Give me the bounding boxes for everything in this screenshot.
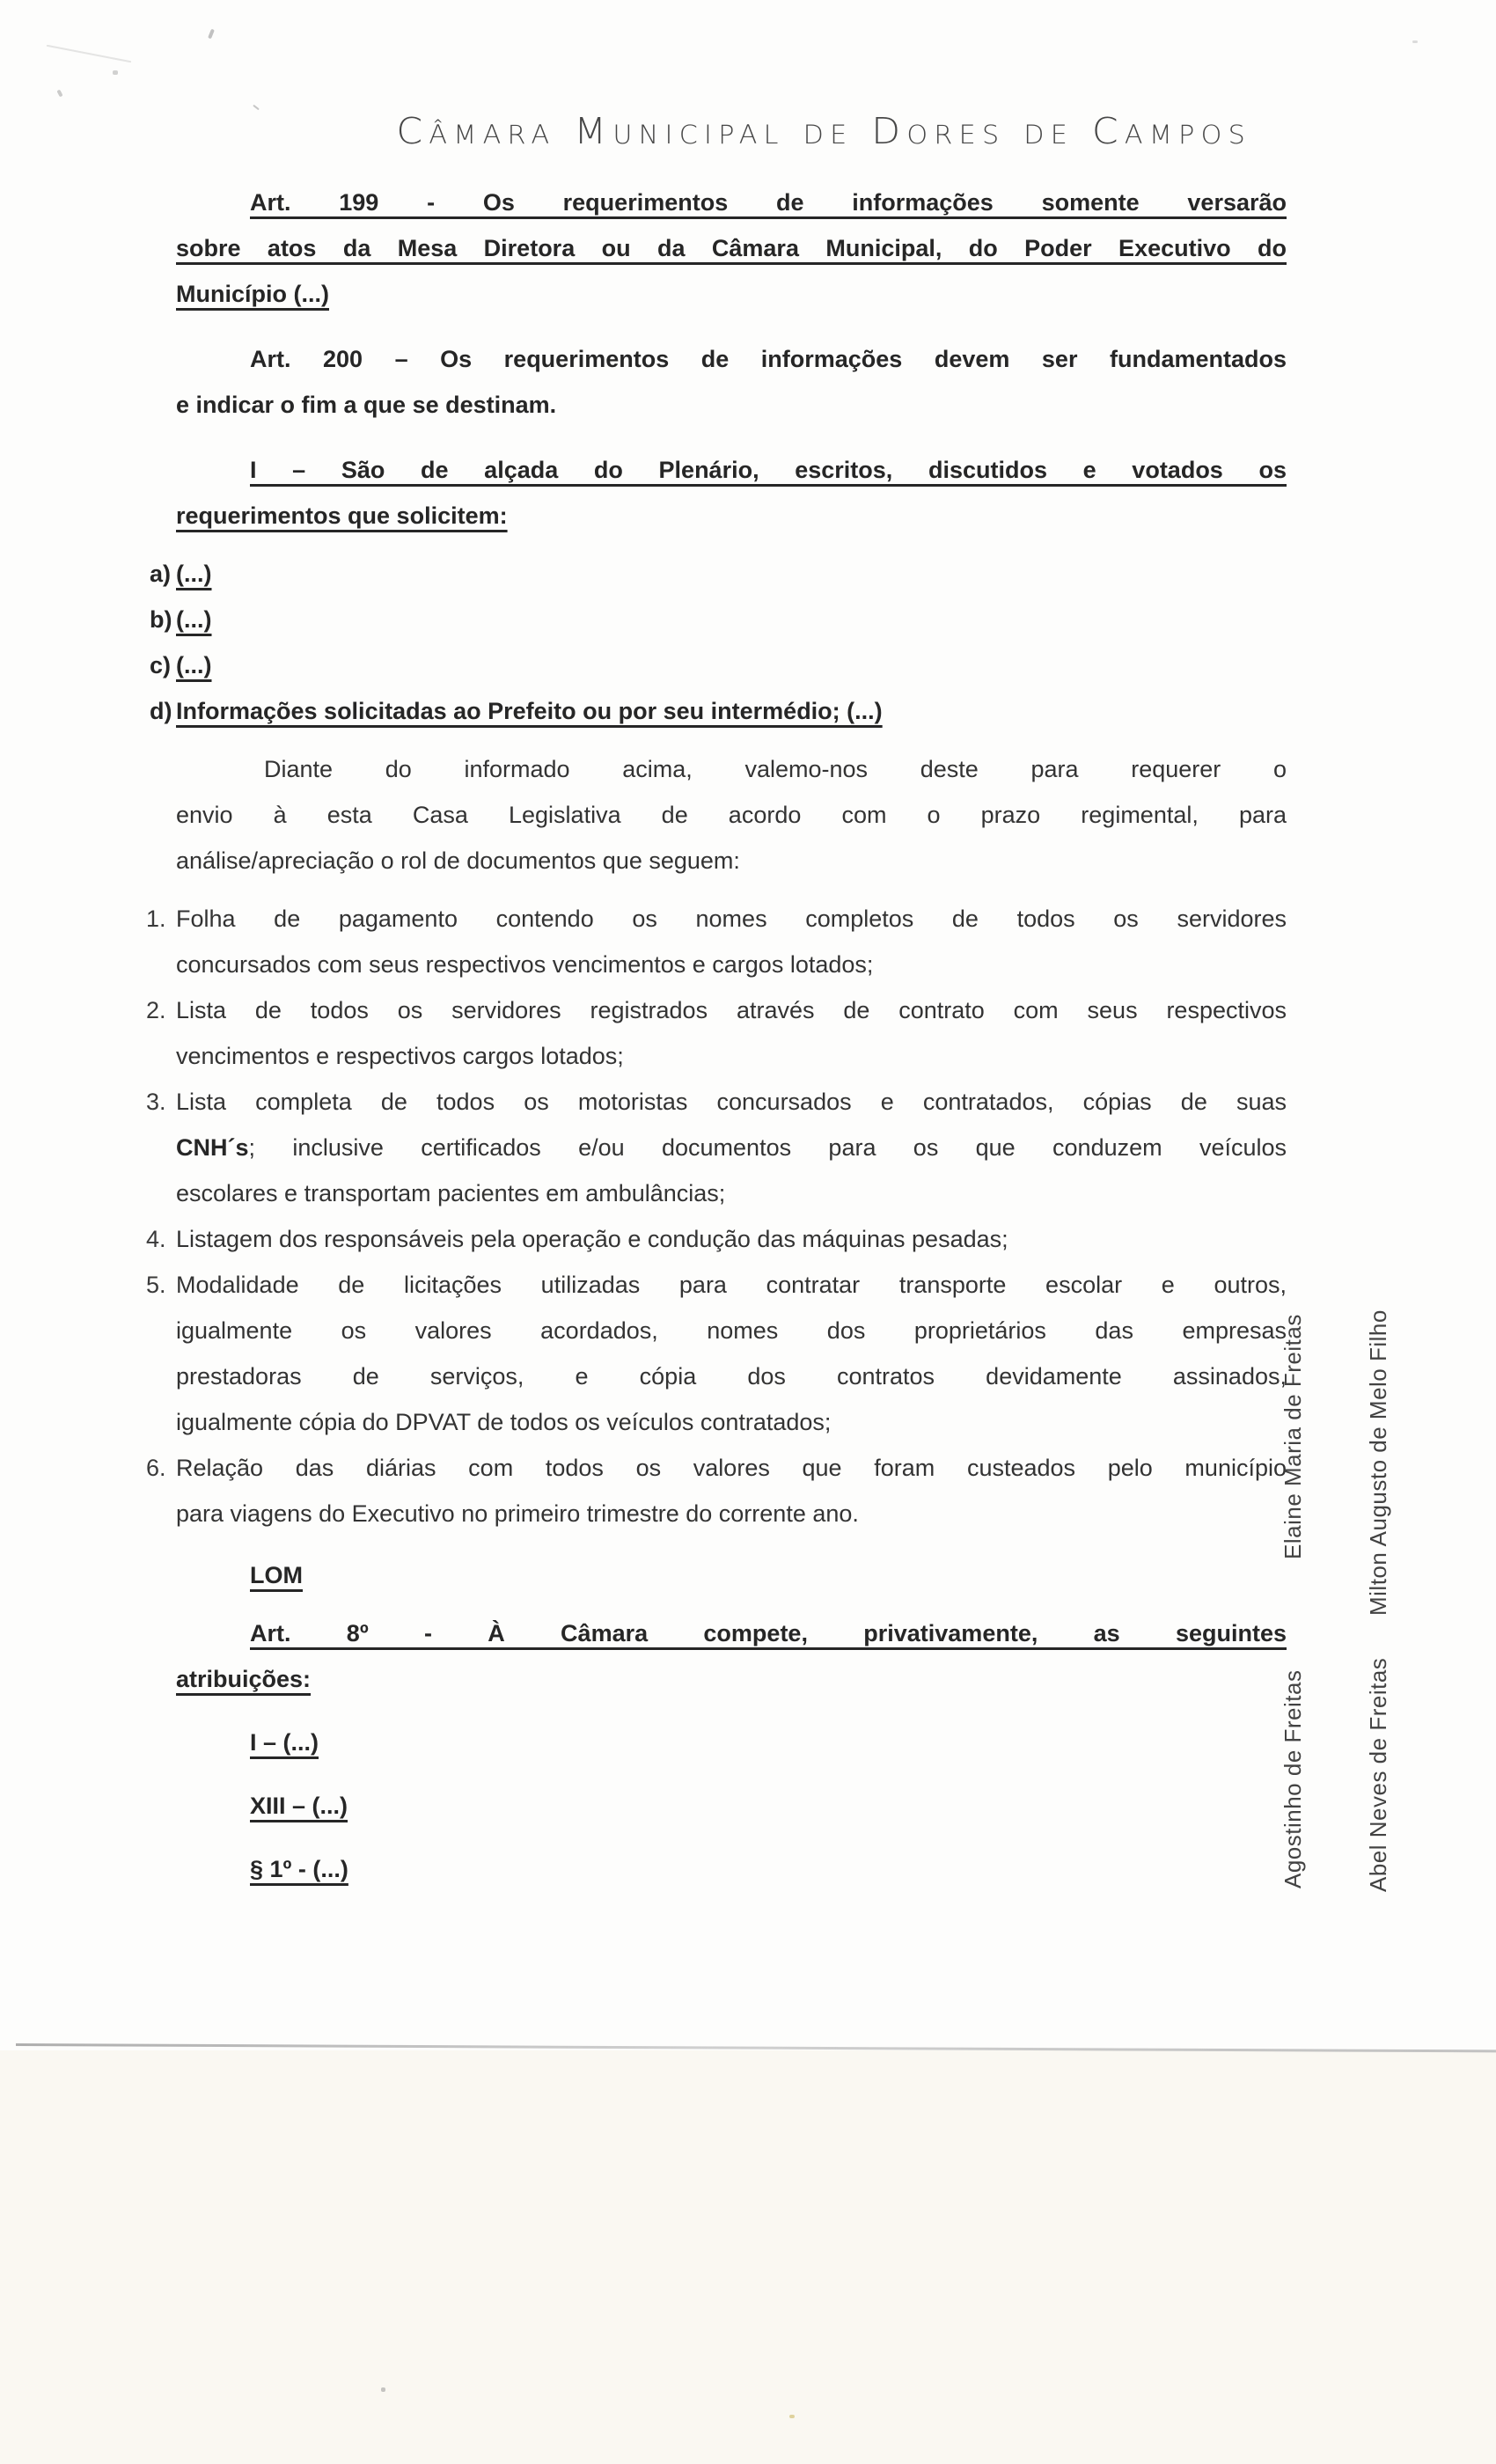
list-marker: 3.	[146, 1089, 166, 1115]
signature-name: Elaine Maria de Freitas	[1280, 1314, 1306, 1559]
lom-inciso	[176, 1783, 1287, 1829]
list-marker: 2.	[146, 997, 166, 1023]
list-marker: 4.	[146, 1226, 166, 1252]
lom-inciso	[176, 1720, 1287, 1765]
letterhead-title: Câmara Municipal de Dores de Campos	[396, 110, 1251, 152]
document-body	[146, 0, 1287, 1892]
paragraph-line: igualmente cópia do DPVAT de todos os veículos contratados;	[176, 1409, 832, 1435]
numbered-item	[146, 896, 1287, 987]
paragraph-line: Município (...)	[176, 281, 329, 307]
numbered-list	[146, 896, 1287, 1536]
list-marker: d)	[150, 698, 172, 724]
paragraph-art-199	[176, 180, 1287, 317]
lom-inciso-text: XIII – (...)	[250, 1793, 348, 1819]
list-item-text: Informações solicitadas ao Prefeito ou por seu intermédio; (...)	[176, 698, 883, 724]
list-marker: b)	[150, 606, 172, 633]
paragraph-line: Art. 200 – Os requerimentos de informações devem ser fundamentados	[250, 346, 1287, 372]
list-marker: c)	[150, 652, 172, 678]
signature-name: Milton Augusto de Melo Filho	[1365, 1309, 1391, 1616]
list-item-text: (...)	[176, 606, 212, 633]
numbered-item	[146, 1262, 1287, 1445]
paragraph-line: escolares e transportam pacientes em ambulâncias;	[176, 1180, 726, 1206]
paragraph-line: igualmente os valores acordados, nomes dos proprietários das empresas	[176, 1317, 1287, 1344]
scan-speck	[56, 90, 62, 98]
scan-speck	[381, 2387, 385, 2392]
list-marker: a)	[150, 561, 172, 587]
paragraph-line: Art. 199 - Os requerimentos de informações somente versarão	[250, 189, 1287, 216]
list-marker: 1.	[146, 906, 166, 932]
scan-speck	[789, 2415, 795, 2418]
lom-inciso	[176, 1846, 1287, 1892]
list-item	[150, 688, 1287, 734]
bold-term: CNH´s	[176, 1134, 249, 1161]
paragraph-line: Lista completa de todos os motoristas concursados e contratados, cópias de suas	[176, 1089, 1287, 1115]
lom-label: LOM	[250, 1562, 303, 1588]
paragraph-line: vencimentos e respectivos cargos lotados;	[176, 1043, 624, 1069]
paragraph-inciso-plenario	[176, 447, 1287, 539]
numbered-item	[146, 1445, 1287, 1536]
paragraph-line: e indicar o fim a que se destinam.	[176, 392, 557, 418]
numbered-item	[146, 1216, 1287, 1262]
paragraph-line: Diante do informado acima, valemo-nos deste para requerer o	[264, 756, 1287, 782]
list-item-text: (...)	[176, 561, 212, 587]
paragraph-line: para viagens do Executivo no primeiro trimestre do corrente ano.	[176, 1500, 859, 1527]
paragraph-line: envio à esta Casa Legislativa de acordo com o prazo regimental, para	[176, 802, 1287, 828]
signature-name: Abel Neves de Freitas	[1365, 1657, 1391, 1892]
lom-inciso-text: § 1º - (...)	[250, 1856, 348, 1882]
paragraph-line: Modalidade de licitações utilizadas para contratar transporte escolar e outros,	[176, 1272, 1287, 1298]
paragraph-line: sobre atos da Mesa Diretora ou da Câmara Municipal, do Poder Executivo do	[176, 235, 1287, 261]
paragraph-diante	[176, 746, 1287, 884]
list-marker: 5.	[146, 1272, 166, 1298]
scan-speck	[113, 70, 118, 75]
lom-heading	[176, 1552, 1287, 1598]
paragraph-line: I – São de alçada do Plenário, escritos, discutidos e votados os	[250, 457, 1287, 483]
list-item-text: (...)	[176, 652, 212, 678]
paragraph-line: Folha de pagamento contendo os nomes completos de todos os servidores	[176, 906, 1287, 932]
letterhead	[352, 0, 1463, 158]
paragraph-line: concursados com seus respectivos vencimentos e cargos lotados;	[176, 951, 874, 978]
numbered-item	[146, 987, 1287, 1079]
paragraph-line: CNH´s; inclusive certificados e/ou documentos para os que conduzem veículos	[176, 1134, 1287, 1161]
paragraph-line: Relação das diárias com todos os valores que foram custeados pelo município	[176, 1455, 1287, 1481]
paragraph-line: análise/apreciação o rol de documentos que seguem:	[176, 847, 740, 874]
paragraph-line: Listagem dos responsáveis pela operação e condução das máquinas pesadas;	[176, 1226, 1008, 1252]
lom-inciso-text: I – (...)	[250, 1729, 319, 1756]
scan-bottom-area	[0, 2050, 1496, 2464]
paragraph-art-200	[176, 336, 1287, 428]
list-item	[150, 551, 1287, 597]
numbered-item	[146, 1079, 1287, 1216]
paragraph-line: Art. 8º - À Câmara compete, privativamente, as seguintes	[250, 1620, 1287, 1646]
paragraph-line: requerimentos que solicitem:	[176, 502, 508, 529]
lettered-list	[150, 551, 1287, 734]
signature-name: Agostinho de Freitas	[1280, 1669, 1306, 1888]
paragraph-art-8	[176, 1610, 1287, 1702]
list-marker: 6.	[146, 1455, 166, 1481]
scan-scratch	[47, 45, 132, 63]
paragraph-line: Lista de todos os servidores registrados através de contrato com seus respectivos	[176, 997, 1287, 1023]
paragraph-line: atribuições:	[176, 1666, 312, 1692]
list-item	[150, 642, 1287, 688]
paragraph-line: prestadoras de serviços, e cópia dos contratos devidamente assinados,	[176, 1363, 1287, 1390]
list-item	[150, 597, 1287, 642]
